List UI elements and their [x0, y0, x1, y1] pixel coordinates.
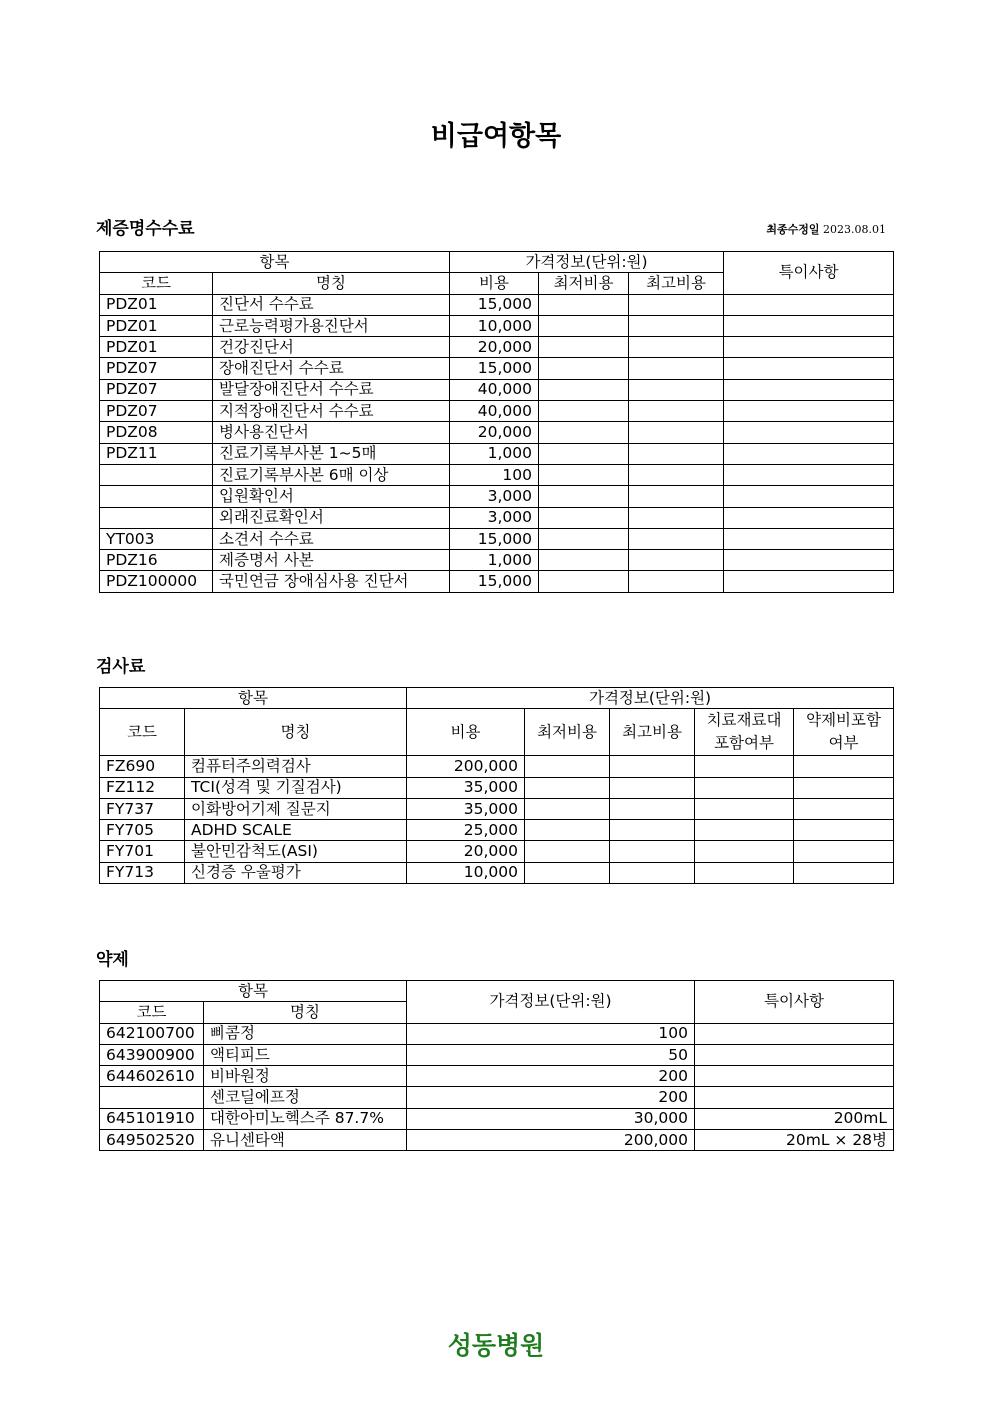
- cell-code: PDZ07: [100, 379, 213, 400]
- cell-name: 진단서 수수료: [213, 294, 450, 315]
- cell-empty: [724, 486, 894, 507]
- table-row: [100, 1066, 894, 1087]
- cell-empty: [525, 756, 610, 777]
- table-row: [100, 798, 894, 819]
- cell-cost: 40,000: [450, 379, 539, 400]
- cell-empty: [695, 862, 794, 883]
- cell-name: 불안민감척도(ASI): [185, 841, 407, 862]
- cell-code: [100, 1087, 204, 1108]
- cell-empty: [794, 777, 894, 798]
- cell-cost: 25,000: [407, 820, 525, 841]
- cell-name: 발달장애진단서 수수료: [213, 379, 450, 400]
- header-max-cost: 최고비용: [629, 273, 724, 294]
- cell-cost: 15,000: [450, 528, 539, 549]
- cell-empty: [629, 422, 724, 443]
- cell-name: TCI(성격 및 기질검사): [185, 777, 407, 798]
- cell-code: PDZ07: [100, 358, 213, 379]
- table-row: [100, 315, 894, 336]
- cell-code: PDZ08: [100, 422, 213, 443]
- cell-empty: [724, 550, 894, 571]
- cell-empty: [525, 841, 610, 862]
- cell-code: PDZ01: [100, 294, 213, 315]
- section-title-certificates: 제증명수수료: [96, 219, 195, 239]
- cell-empty: [724, 571, 894, 592]
- header-price-info: 가격정보(단위:원): [407, 688, 894, 709]
- cell-price: 30,000: [407, 1108, 695, 1129]
- drug-fee-table: [99, 980, 894, 1151]
- cell-cost: 15,000: [450, 358, 539, 379]
- table-row: [100, 777, 894, 798]
- cell-name: 병사용진단서: [213, 422, 450, 443]
- cell-empty: [724, 443, 894, 464]
- cell-empty: [695, 841, 794, 862]
- cell-code: 642100700: [100, 1023, 204, 1044]
- cell-code: FY737: [100, 798, 185, 819]
- cell-empty: [539, 507, 629, 528]
- cell-code: [100, 486, 213, 507]
- cell-code: FY705: [100, 820, 185, 841]
- cell-name: 외래진료확인서: [213, 507, 450, 528]
- cell-price: 200: [407, 1087, 695, 1108]
- cell-note: 200mL: [695, 1108, 894, 1129]
- header-material-included: 치료재료대 포함여부: [695, 709, 794, 756]
- cell-name: 건강진단서: [213, 337, 450, 358]
- table-row: [100, 294, 894, 315]
- cell-cost: 20,000: [407, 841, 525, 862]
- cell-name: 신경증 우울평가: [185, 862, 407, 883]
- table-row: [100, 358, 894, 379]
- cell-code: 643900900: [100, 1044, 204, 1065]
- page-title: 비급여항목: [430, 121, 562, 152]
- cell-empty: [695, 756, 794, 777]
- cell-empty: [794, 798, 894, 819]
- cell-name: 대한아미노헥스주 87.7%: [204, 1108, 407, 1129]
- cell-cost: 200,000: [407, 756, 525, 777]
- cell-empty: [539, 401, 629, 422]
- table-row: [100, 464, 894, 485]
- cell-empty: [610, 777, 695, 798]
- cell-empty: [539, 443, 629, 464]
- header-max-cost: 최고비용: [610, 709, 695, 756]
- cell-price: 50: [407, 1044, 695, 1065]
- table-row: [100, 528, 894, 549]
- table-row: [100, 1023, 894, 1044]
- cell-empty: [724, 358, 894, 379]
- last-updated: [766, 221, 886, 237]
- table-row: [100, 550, 894, 571]
- cell-empty: [695, 820, 794, 841]
- cell-empty: [794, 841, 894, 862]
- header-price-info: 가격정보(단위:원): [407, 981, 695, 1024]
- header-code: 코드: [100, 273, 213, 294]
- header-item: 항목: [100, 252, 450, 273]
- table-row: [100, 486, 894, 507]
- cell-name: 국민연금 장애심사용 진단서: [213, 571, 450, 592]
- header-name: 명칭: [204, 1002, 407, 1023]
- cell-empty: [724, 464, 894, 485]
- cell-empty: [539, 571, 629, 592]
- table-row: [100, 422, 894, 443]
- cell-empty: [794, 756, 894, 777]
- cell-empty: [629, 486, 724, 507]
- cell-code: FY701: [100, 841, 185, 862]
- cell-cost: 35,000: [407, 798, 525, 819]
- cell-empty: [539, 528, 629, 549]
- cell-note: [695, 1044, 894, 1065]
- cell-cost: 15,000: [450, 294, 539, 315]
- cell-code: FY713: [100, 862, 185, 883]
- cell-code: PDZ07: [100, 401, 213, 422]
- table-row: [100, 841, 894, 862]
- header-drug-included: 약제비포함 여부: [794, 709, 894, 756]
- cell-note: [695, 1066, 894, 1087]
- cell-cost: 20,000: [450, 422, 539, 443]
- cell-empty: [794, 820, 894, 841]
- cell-code: 645101910: [100, 1108, 204, 1129]
- cell-empty: [629, 401, 724, 422]
- cell-empty: [629, 571, 724, 592]
- cell-name: 비바원정: [204, 1066, 407, 1087]
- cell-note: 20mL × 28병: [695, 1130, 894, 1151]
- cell-cost: 15,000: [450, 571, 539, 592]
- cell-code: FZ112: [100, 777, 185, 798]
- cell-price: 100: [407, 1023, 695, 1044]
- cell-empty: [629, 379, 724, 400]
- cell-cost: 20,000: [450, 337, 539, 358]
- cell-empty: [629, 315, 724, 336]
- cell-name: 근로능력평가용진단서: [213, 315, 450, 336]
- cell-empty: [695, 777, 794, 798]
- cell-empty: [525, 798, 610, 819]
- cell-empty: [610, 798, 695, 819]
- cell-empty: [629, 358, 724, 379]
- cell-empty: [610, 756, 695, 777]
- cell-name: 진료기록부사본 6매 이상: [213, 464, 450, 485]
- table-row: [100, 507, 894, 528]
- header-name: 명칭: [185, 709, 407, 756]
- section-title-tests: 검사료: [96, 657, 146, 677]
- cell-empty: [539, 337, 629, 358]
- cell-name: 장애진단서 수수료: [213, 358, 450, 379]
- cell-code: PDZ100000: [100, 571, 213, 592]
- header-code: 코드: [100, 1002, 204, 1023]
- table-row: [100, 1108, 894, 1129]
- cell-empty: [724, 379, 894, 400]
- table-row: [100, 820, 894, 841]
- cell-code: 644602610: [100, 1066, 204, 1087]
- cell-empty: [794, 862, 894, 883]
- cell-code: PDZ11: [100, 443, 213, 464]
- cell-empty: [629, 337, 724, 358]
- cell-code: PDZ01: [100, 337, 213, 358]
- table-row: [100, 571, 894, 592]
- cell-empty: [629, 550, 724, 571]
- header-min-cost: 최저비용: [525, 709, 610, 756]
- header-item: 항목: [100, 981, 407, 1002]
- cell-empty: [525, 820, 610, 841]
- cell-empty: [610, 862, 695, 883]
- cell-note: [695, 1087, 894, 1108]
- table-row: [100, 401, 894, 422]
- cell-code: FZ690: [100, 756, 185, 777]
- cell-name: 입원확인서: [213, 486, 450, 507]
- cell-empty: [724, 315, 894, 336]
- certificate-fee-table: [99, 251, 894, 593]
- cell-price: 200: [407, 1066, 695, 1087]
- header-cost: 비용: [450, 273, 539, 294]
- cell-cost: 3,000: [450, 507, 539, 528]
- cell-name: 센코딜에프정: [204, 1087, 407, 1108]
- header-price-info: 가격정보(단위:원): [450, 252, 724, 273]
- test-fee-table: [99, 687, 894, 884]
- table-row: [100, 379, 894, 400]
- cell-empty: [724, 507, 894, 528]
- cell-empty: [724, 294, 894, 315]
- cell-code: PDZ01: [100, 315, 213, 336]
- cell-name: 컴퓨터주의력검사: [185, 756, 407, 777]
- cell-empty: [525, 777, 610, 798]
- hospital-logo-text: 성동병원: [447, 1331, 545, 1360]
- cell-empty: [539, 422, 629, 443]
- table-row: [100, 1044, 894, 1065]
- cell-empty: [629, 507, 724, 528]
- cell-cost: 1,000: [450, 443, 539, 464]
- cell-code: YT003: [100, 528, 213, 549]
- cell-empty: [724, 337, 894, 358]
- cell-empty: [695, 798, 794, 819]
- cell-code: [100, 507, 213, 528]
- cell-empty: [539, 294, 629, 315]
- cell-name: 제증명서 사본: [213, 550, 450, 571]
- cell-name: ADHD SCALE: [185, 820, 407, 841]
- cell-code: PDZ16: [100, 550, 213, 571]
- cell-price: 200,000: [407, 1130, 695, 1151]
- cell-empty: [629, 464, 724, 485]
- cell-name: 이화방어기제 질문지: [185, 798, 407, 819]
- table-row: [100, 756, 894, 777]
- cell-empty: [610, 820, 695, 841]
- cell-empty: [539, 486, 629, 507]
- cell-note: [695, 1023, 894, 1044]
- cell-empty: [539, 464, 629, 485]
- cell-empty: [539, 315, 629, 336]
- header-min-cost: 최저비용: [539, 273, 629, 294]
- last-updated-label: 최종수정일: [766, 223, 820, 236]
- header-note: 특이사항: [724, 252, 894, 295]
- cell-empty: [724, 528, 894, 549]
- cell-empty: [539, 550, 629, 571]
- cell-empty: [724, 401, 894, 422]
- cell-name: 유니센타액: [204, 1130, 407, 1151]
- cell-name: 진료기록부사본 1~5매: [213, 443, 450, 464]
- cell-empty: [539, 379, 629, 400]
- cell-name: 삐콤정: [204, 1023, 407, 1044]
- table-row: [100, 1130, 894, 1151]
- cell-empty: [539, 358, 629, 379]
- cell-empty: [629, 528, 724, 549]
- header-name: 명칭: [213, 273, 450, 294]
- cell-empty: [610, 841, 695, 862]
- cell-cost: 40,000: [450, 401, 539, 422]
- header-cost: 비용: [407, 709, 525, 756]
- cell-cost: 35,000: [407, 777, 525, 798]
- header-code: 코드: [100, 709, 185, 756]
- cell-code: [100, 464, 213, 485]
- cell-empty: [629, 443, 724, 464]
- last-updated-date: 2023.08.01: [823, 223, 886, 236]
- cell-empty: [525, 862, 610, 883]
- cell-empty: [629, 294, 724, 315]
- header-note: 특이사항: [695, 981, 894, 1024]
- cell-cost: 100: [450, 464, 539, 485]
- header-item: 항목: [100, 688, 407, 709]
- cell-code: 649502520: [100, 1130, 204, 1151]
- table-row: [100, 862, 894, 883]
- table-row: [100, 1087, 894, 1108]
- table-row: [100, 337, 894, 358]
- cell-cost: 10,000: [407, 862, 525, 883]
- cell-cost: 10,000: [450, 315, 539, 336]
- cell-name: 소견서 수수료: [213, 528, 450, 549]
- cell-cost: 3,000: [450, 486, 539, 507]
- cell-empty: [724, 422, 894, 443]
- cell-cost: 1,000: [450, 550, 539, 571]
- section-title-drugs: 약제: [96, 950, 129, 970]
- table-row: [100, 443, 894, 464]
- cell-name: 액티피드: [204, 1044, 407, 1065]
- cell-name: 지적장애진단서 수수료: [213, 401, 450, 422]
